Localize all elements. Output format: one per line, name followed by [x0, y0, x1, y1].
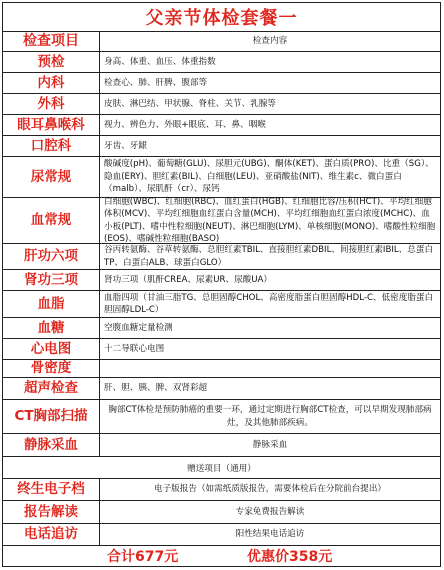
row-label: 内科: [3, 73, 100, 93]
row-value: 肝、胆、胰、脾、双肾彩超: [104, 383, 208, 394]
row-label: 静脉采血: [3, 434, 100, 456]
row-value: 牙齿、牙龈: [104, 140, 147, 151]
row-value: 白细胞(WBC)、红细胞(RBC)、血红蛋白(HGB)、红细胞比容/压积(HCT)、平均红细胞体积(MCV)、平均红细胞血红蛋白含量(MCH)、平均红细胞血红蛋白浓度(MCHC)、血小板(PLT)、嗜中性粒细胞(NEUT)、淋巴细胞(LYM)、单核细胞(MONO)、嗜酸性粒细胞(EOS)、嗜碱性粒细胞(BASO): [104, 196, 436, 244]
package-title: 父亲节体检套餐一: [3, 3, 440, 32]
row-label: 血糖: [3, 318, 100, 338]
row-phone: [3, 524, 440, 546]
row-label: 外科: [3, 94, 100, 114]
row-value: 电子版报告（如需纸质版报告，需要体检后在分院前台提出）: [153, 484, 387, 495]
row-value: 身高、体重、血压、体重指数: [104, 56, 216, 67]
total-price: 合计677元: [107, 549, 179, 565]
row-label: 口腔科: [3, 136, 100, 156]
row-kidney: [3, 270, 440, 291]
row-label: 血常规: [3, 198, 100, 243]
row-label: 报告解读: [3, 501, 100, 523]
row-venous: [3, 434, 440, 457]
gift-label: 赠送项目（通用）: [187, 463, 256, 474]
row-ultrasound: [3, 378, 440, 400]
row-value: 皮肤、淋巴结、甲状腺、脊柱、关节、乳腺等: [104, 98, 276, 109]
row-ct: [3, 400, 440, 434]
row-lipid: [3, 291, 440, 318]
row-value: [100, 360, 440, 377]
row-label: 预检: [3, 52, 100, 72]
row-label: 终生电子档: [3, 479, 100, 500]
row-glucose: [3, 318, 440, 339]
header-row: [3, 32, 440, 52]
row-label: 肾功三项: [3, 270, 100, 290]
row-e-file: [3, 479, 440, 501]
gift-row: [3, 457, 440, 479]
row-report: [3, 501, 440, 524]
row-label: 尿常规: [3, 157, 100, 197]
row-label: CT胸部扫描: [3, 400, 100, 433]
row-label: 电话追访: [3, 524, 100, 545]
row-value: 谷丙转氨酶、谷草转氨酶、总胆红素TBIL、直接胆红素DBIL、间接胆红素IBIL、总蛋白TP、白蛋白ALB、球蛋白GLO）: [104, 245, 434, 268]
row-label: 肝功六项: [3, 244, 100, 269]
row-dental: [3, 136, 440, 157]
row-value: 血脂四项（甘油三脂TG、总胆固醇CHOL、高密度脂蛋白胆固醇HDL-C、低密度脂蛋白胆固醇LDL-C）: [104, 292, 434, 315]
discount-price: 优惠价358元: [247, 549, 333, 565]
package-table: [2, 2, 441, 567]
row-ecg: [3, 339, 440, 360]
row-value: 十二导联心电图: [104, 343, 165, 354]
total-row: [3, 546, 440, 566]
row-label: 骨密度: [3, 360, 100, 377]
row-value: 胸部CT体检是预防肺癌的重要一环，通过定期进行胸部CT检查，可以早期发现肺部病灶，及其他肺部疾病。: [108, 405, 432, 428]
header-value: 检查内容: [252, 36, 288, 47]
row-label: 血脂: [3, 291, 100, 317]
row-blood-routine: [3, 198, 440, 244]
row-value: 专家免费报告解读: [235, 506, 305, 517]
row-ent: [3, 115, 440, 136]
row-label: 心电图: [3, 339, 100, 359]
row-value: 空腹血糖定量检测: [104, 322, 173, 333]
row-value: 静脉采血: [252, 439, 288, 450]
row-value: 视力、辨色力、外眼+眼底、耳、鼻、咽喉: [104, 119, 266, 130]
row-value: 阳性结果电话追访: [235, 529, 305, 540]
row-value: 检查心、肺、肝脾、腹部等: [104, 77, 208, 88]
row-bone-density: [3, 360, 440, 378]
header-label: 检查项目: [3, 32, 100, 51]
row-internal: [3, 73, 440, 94]
row-surgery: [3, 94, 440, 115]
row-pre-check: [3, 52, 440, 73]
row-value: 肾功三项（肌酐CREA、尿素UR、尿酸UA）: [104, 274, 273, 285]
row-value: 酸碱度(pH)、葡萄糖(GLU)、尿胆元(UBG)、酮体(KET)、蛋白质(PRO)、比重（SG）、隐血(ERY)、胆红素(BIL)、白细胞(LEU)、亚硝酸盐(NIT)、维生素c、微白蛋白（malb）、尿肌酐（cr）、尿钙: [104, 159, 434, 195]
row-urine: [3, 157, 440, 198]
row-label: 超声检查: [3, 378, 100, 399]
row-liver: [3, 244, 440, 270]
row-label: 眼耳鼻喉科: [3, 115, 100, 135]
